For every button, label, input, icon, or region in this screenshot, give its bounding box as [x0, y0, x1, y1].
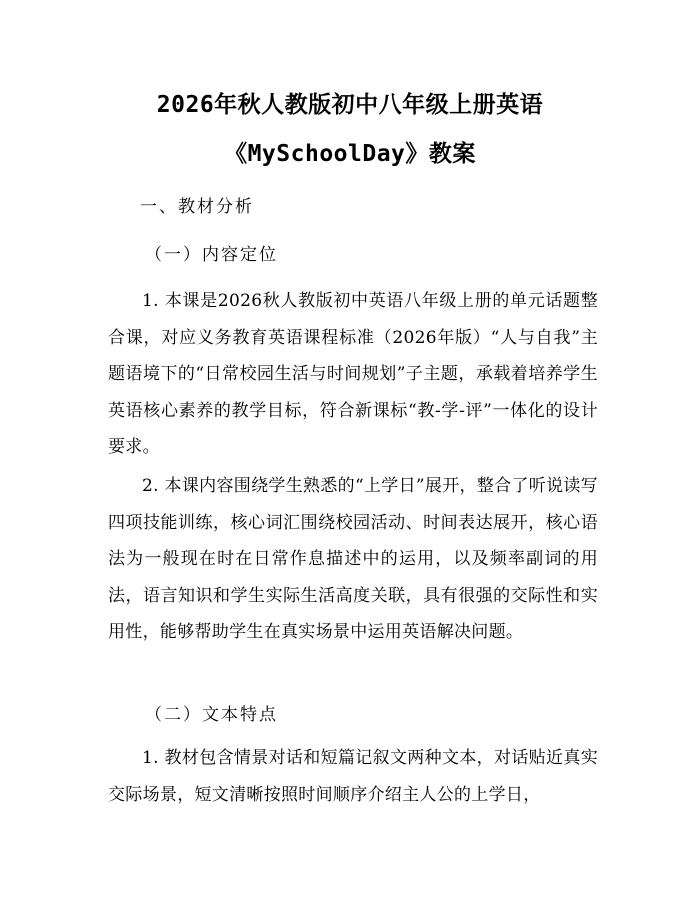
paragraph-content-positioning-2: 2. 本课内容围绕学生熟悉的“上学日”展开，整合了听说读写四项技能训练，核心词汇围绕校园活动、时间表达展开，核心语法为一般现在时在日常作息描述中的运用，以及频率副词的用法，语言知识和学生实际生活高度关联，具有很强的交际性和实用性，能够帮助学生在真实场景中运用英语解决问题。	[108, 476, 598, 642]
subsection-heading-text-features: （二）文本特点	[145, 705, 278, 725]
section-heading-textbook-analysis: 一、教材分析	[140, 197, 254, 217]
paragraph-content-positioning-1: 1. 本课是2026秋人教版初中英语八年级上册的单元话题整合课，对应义务教育英语课程标准（2026年版）“人与自我”主题语境下的“日常校园生活与时间规划”子主题，承载着培养学生英语核心素养的教学目标，符合新课标“教-学-评”一体化的设计要求。	[108, 291, 598, 457]
document-title-line-2: 《MySchoolDay》教案	[224, 141, 476, 167]
document-title-line-1: 2026年秋人教版初中八年级上册英语	[156, 92, 544, 118]
subsection-heading-content-positioning: （一）内容定位	[145, 245, 278, 265]
paragraph-text-features-1: 1. 教材包含情景对话和短篇记叙文两种文本，对话贴近真实交际场景，短文清晰按照时间顺序介绍主人公的上学日，	[108, 748, 598, 805]
